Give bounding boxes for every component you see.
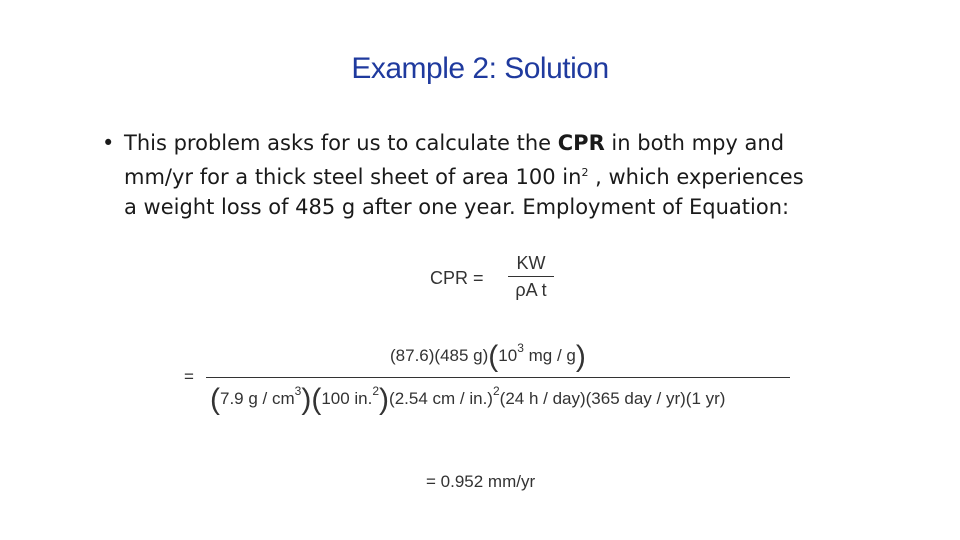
bullet-line-3: a weight loss of 485 g after one year. Employment of Equation: xyxy=(124,195,790,219)
denominator-term: 100 in. xyxy=(321,389,373,408)
superscript: 3 xyxy=(294,384,302,398)
numerator-term: mg / g xyxy=(523,346,576,365)
numerator-term: 10 xyxy=(498,346,518,365)
slide-title: Example 2: Solution xyxy=(351,52,609,85)
bullet-marker: • xyxy=(102,131,115,155)
bullet-text-part: , which experiences xyxy=(588,165,804,189)
bullet-line-1 xyxy=(124,128,784,158)
cpr-formula-lhs: CPR = xyxy=(430,268,484,288)
cpr-formula-numerator: KW xyxy=(516,253,546,273)
fraction-bar xyxy=(206,377,790,378)
fraction-bar xyxy=(508,276,554,277)
bullet-text-part: in both mpy and xyxy=(604,131,785,155)
cpr-formula-fraction xyxy=(508,252,554,301)
numerator-term: (87.6)(485 g) xyxy=(390,346,489,365)
substitution-numerator: (87.6)(485 $g)(10^3$ mg / g) xyxy=(390,340,586,373)
superscript: 3 xyxy=(517,341,524,355)
denominator-term: 7.9 g / cm xyxy=(220,389,295,408)
superscript: 2 xyxy=(372,384,380,398)
bullet-line-2 xyxy=(124,158,804,192)
bullet-continuation xyxy=(102,158,882,192)
equals-sign: = xyxy=(184,367,194,386)
substitution-denominator: (7.9 g / $cm^3)(100$ in.$^2$)(2.54 cm / in.)$^2$(24 h / day)(365 day / yr)(1 yr) xyxy=(210,383,726,416)
bullet-text-part: This problem asks for us to calculate the xyxy=(124,131,558,155)
denominator-term: (2.54 cm / in.) xyxy=(389,389,493,408)
result-value: = 0.952 mm/yr xyxy=(426,472,536,491)
cpr-formula-denominator: ρA t xyxy=(515,280,547,300)
superscript: 2 xyxy=(581,166,589,179)
bullet-item xyxy=(102,128,882,158)
problem-statement xyxy=(102,128,882,222)
denominator-term: (24 h / day)(365 day / yr)(1 yr) xyxy=(499,389,726,408)
bullet-continuation xyxy=(102,192,882,222)
bullet-text-part: mm/yr for a thick steel sheet of area 100 in xyxy=(124,165,582,189)
superscript: 2 xyxy=(492,384,500,398)
bullet-bold-term: CPR xyxy=(557,131,605,155)
